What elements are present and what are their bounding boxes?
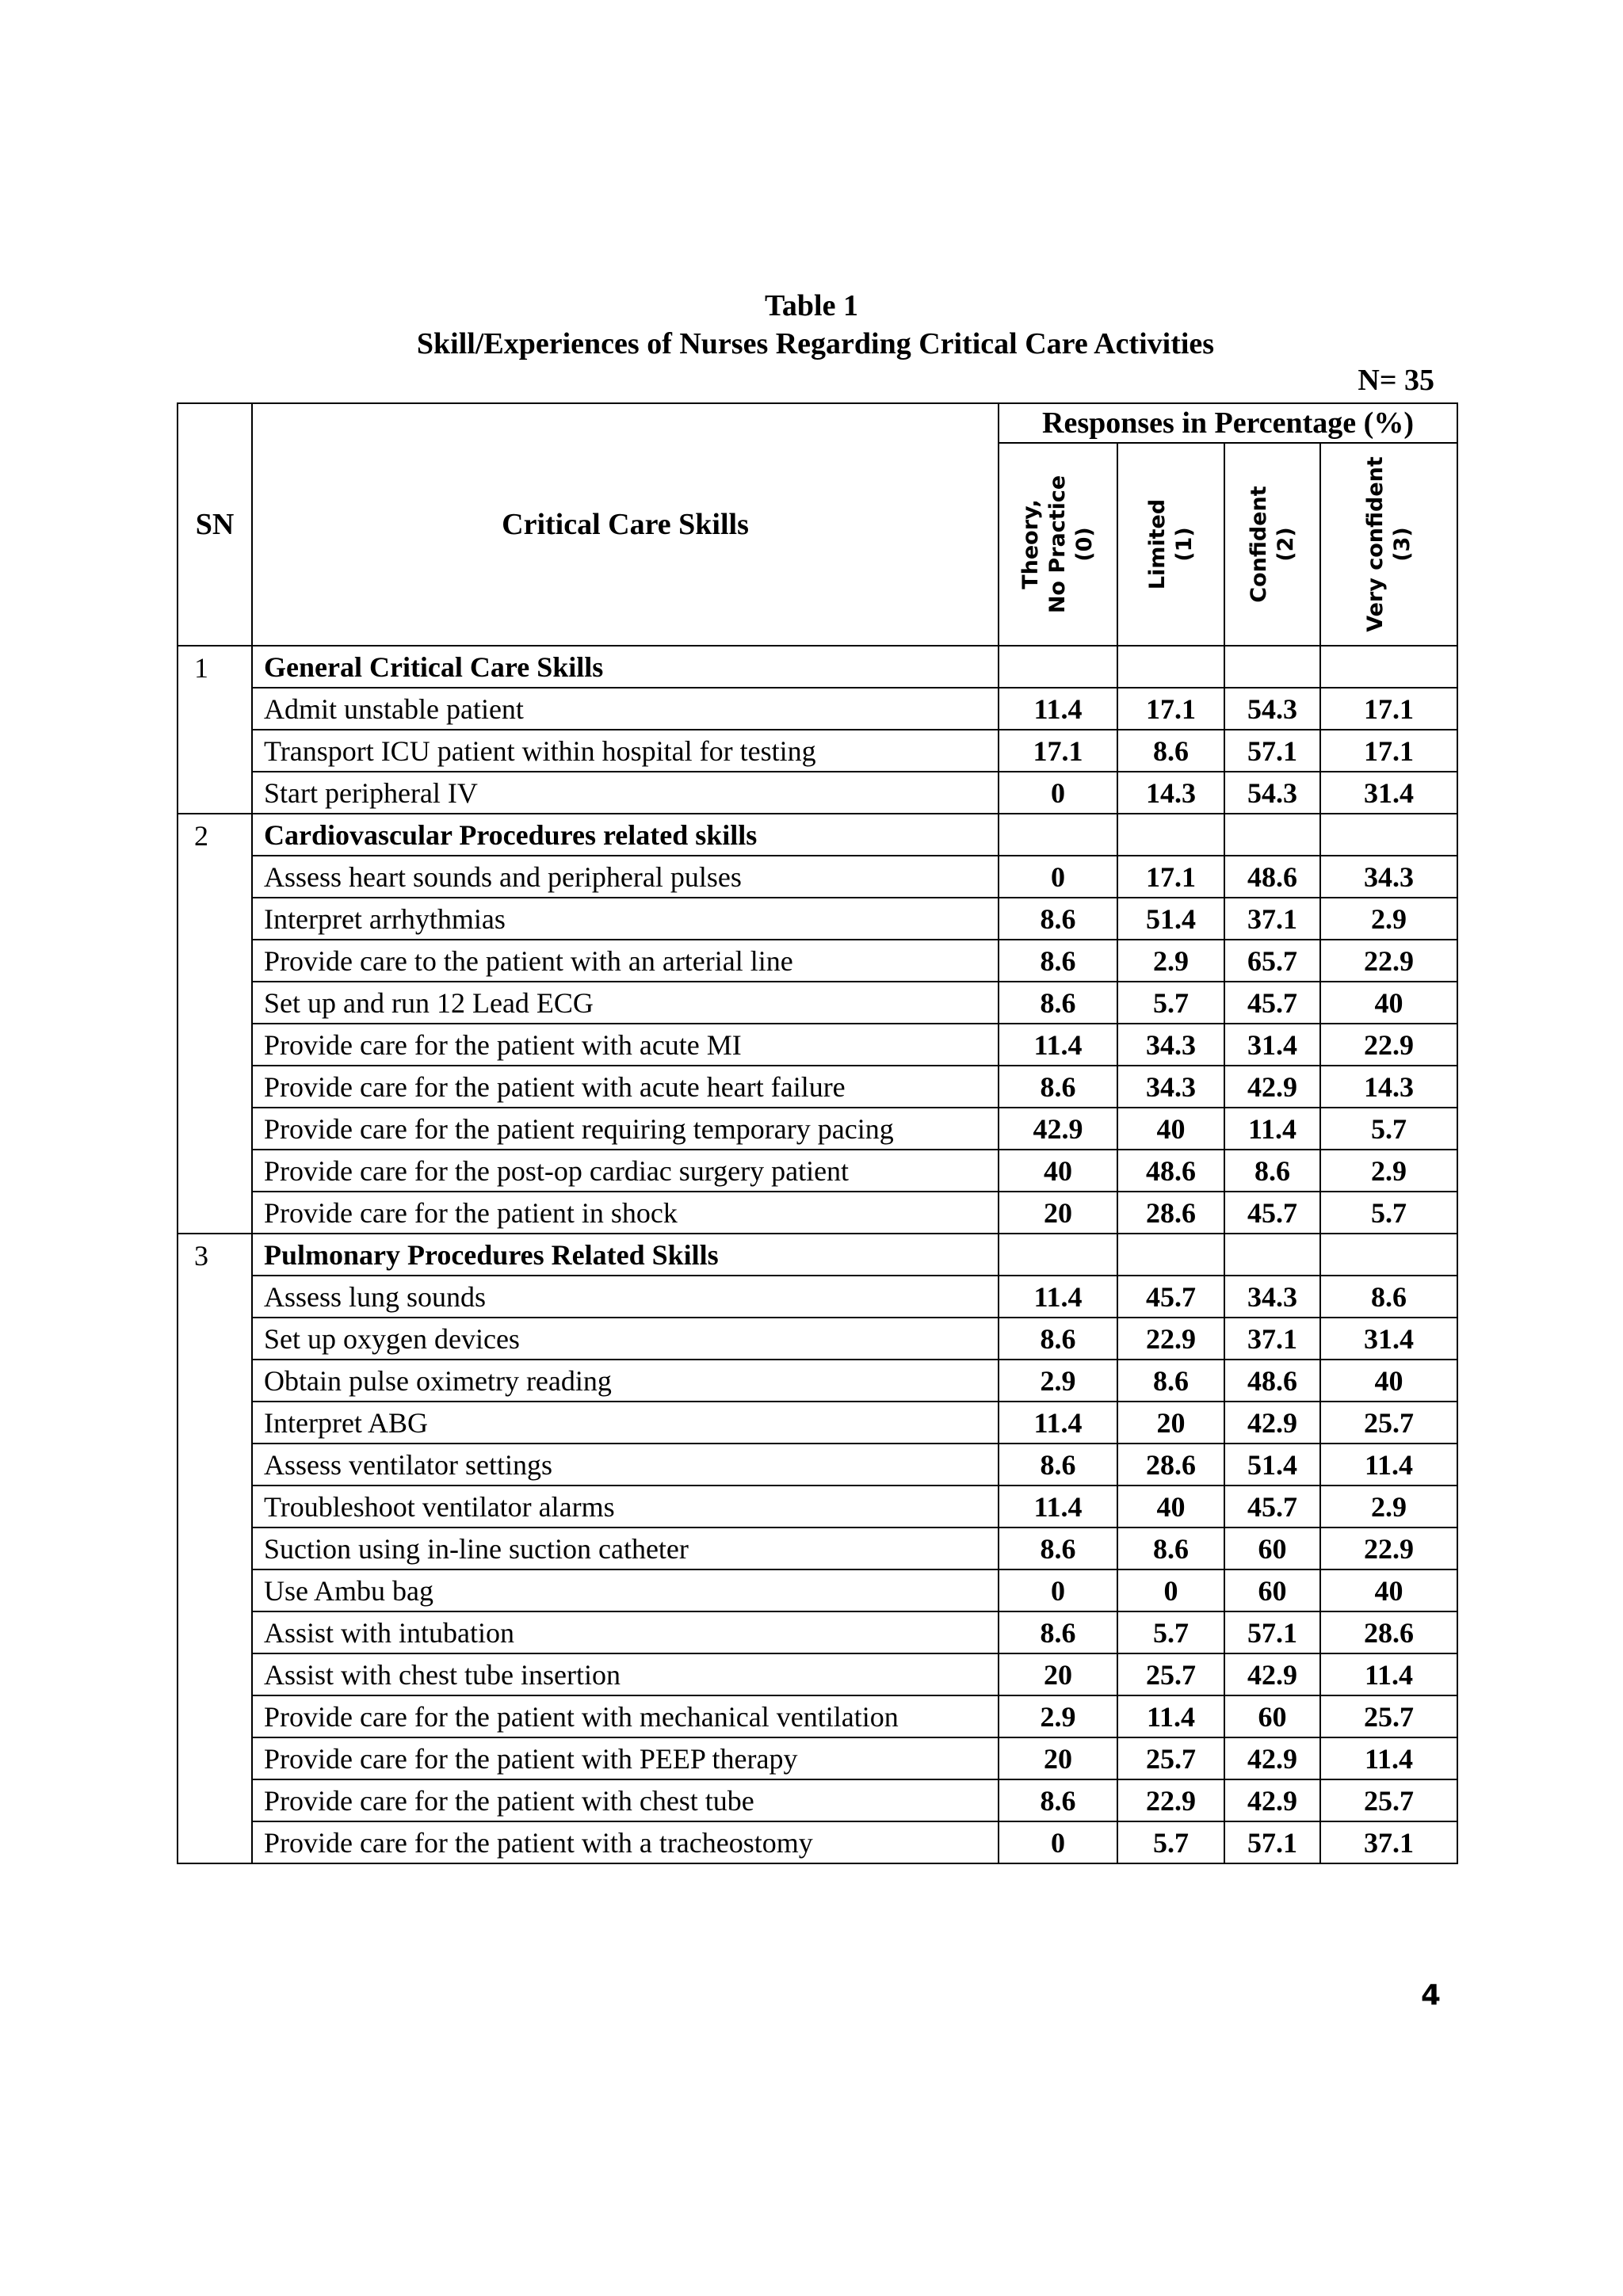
empty-cell bbox=[1224, 814, 1320, 856]
percentage-value: 2.9 bbox=[999, 1695, 1117, 1737]
sn-cell: 3 bbox=[178, 1234, 252, 1863]
percentage-value: 14.3 bbox=[1320, 1066, 1457, 1108]
percentage-value: 57.1 bbox=[1224, 730, 1320, 772]
percentage-value: 60 bbox=[1224, 1695, 1320, 1737]
col-header-very-confident-line1: Very confident bbox=[1362, 456, 1388, 632]
percentage-value: 17.1 bbox=[1117, 856, 1224, 898]
percentage-value: 5.7 bbox=[1320, 1108, 1457, 1150]
header-row-1 bbox=[178, 403, 1457, 443]
empty-cell bbox=[999, 646, 1117, 688]
percentage-value: 42.9 bbox=[1224, 1779, 1320, 1821]
skill-name: Use Ambu bag bbox=[252, 1569, 999, 1611]
empty-cell bbox=[999, 1234, 1117, 1276]
table-row bbox=[178, 772, 1457, 814]
percentage-value: 22.9 bbox=[1320, 1527, 1457, 1569]
percentage-value: 2.9 bbox=[999, 1360, 1117, 1402]
category-row bbox=[178, 814, 1457, 856]
percentage-value: 45.7 bbox=[1224, 1192, 1320, 1234]
percentage-value: 14.3 bbox=[1117, 772, 1224, 814]
percentage-value: 25.7 bbox=[1320, 1402, 1457, 1444]
percentage-value: 8.6 bbox=[999, 1444, 1117, 1486]
table-row bbox=[178, 1402, 1457, 1444]
table-row bbox=[178, 1569, 1457, 1611]
percentage-value: 2.9 bbox=[1320, 898, 1457, 940]
skill-name: Provide care for the patient requiring temporary pacing bbox=[252, 1108, 999, 1150]
skill-name: Provide care for the patient with acute heart failure bbox=[252, 1066, 999, 1108]
percentage-value: 57.1 bbox=[1224, 1821, 1320, 1863]
table-row bbox=[178, 1737, 1457, 1779]
percentage-value: 11.4 bbox=[999, 1486, 1117, 1527]
percentage-value: 5.7 bbox=[1117, 982, 1224, 1024]
percentage-value: 60 bbox=[1224, 1527, 1320, 1569]
percentage-value: 37.1 bbox=[1224, 1318, 1320, 1360]
col-header-confident bbox=[1224, 443, 1320, 646]
skill-name: Suction using in-line suction catheter bbox=[252, 1527, 999, 1569]
percentage-value: 28.6 bbox=[1117, 1192, 1224, 1234]
percentage-value: 20 bbox=[999, 1192, 1117, 1234]
table-row bbox=[178, 688, 1457, 730]
col-header-theory bbox=[999, 443, 1117, 646]
percentage-value: 34.3 bbox=[1224, 1276, 1320, 1318]
percentage-value: 48.6 bbox=[1224, 856, 1320, 898]
category-row bbox=[178, 646, 1457, 688]
percentage-value: 8.6 bbox=[999, 982, 1117, 1024]
table-row bbox=[178, 1192, 1457, 1234]
table-row bbox=[178, 856, 1457, 898]
skill-name: Set up and run 12 Lead ECG bbox=[252, 982, 999, 1024]
page-number: 4 bbox=[1420, 1979, 1441, 2012]
responses-header: Responses in Percentage (%) bbox=[999, 403, 1457, 443]
sn-header: SN bbox=[178, 403, 252, 646]
percentage-value: 0 bbox=[999, 856, 1117, 898]
percentage-value: 22.9 bbox=[1320, 940, 1457, 982]
percentage-value: 8.6 bbox=[999, 940, 1117, 982]
percentage-value: 20 bbox=[1117, 1402, 1224, 1444]
percentage-value: 8.6 bbox=[999, 1611, 1117, 1653]
skill-name: Interpret ABG bbox=[252, 1402, 999, 1444]
percentage-value: 8.6 bbox=[999, 1318, 1117, 1360]
col-header-theory-line1: Theory, bbox=[1018, 499, 1043, 589]
percentage-value: 11.4 bbox=[999, 688, 1117, 730]
table-row bbox=[178, 1108, 1457, 1150]
skill-name: Provide care to the patient with an arterial line bbox=[252, 940, 999, 982]
percentage-value: 11.4 bbox=[1224, 1108, 1320, 1150]
skill-name: Admit unstable patient bbox=[252, 688, 999, 730]
skill-name: Provide care for the post-op cardiac surgery patient bbox=[252, 1150, 999, 1192]
percentage-value: 51.4 bbox=[1117, 898, 1224, 940]
col-header-very-confident-line2: (3) bbox=[1389, 527, 1415, 562]
percentage-value: 42.9 bbox=[1224, 1402, 1320, 1444]
percentage-value: 28.6 bbox=[1117, 1444, 1224, 1486]
percentage-value: 48.6 bbox=[1117, 1150, 1224, 1192]
percentage-value: 11.4 bbox=[999, 1402, 1117, 1444]
percentage-value: 8.6 bbox=[1117, 1527, 1224, 1569]
table-row bbox=[178, 1779, 1457, 1821]
percentage-value: 37.1 bbox=[1224, 898, 1320, 940]
percentage-value: 45.7 bbox=[1224, 1486, 1320, 1527]
skills-header: Critical Care Skills bbox=[252, 403, 999, 646]
table-row bbox=[178, 898, 1457, 940]
skill-name: Assist with chest tube insertion bbox=[252, 1653, 999, 1695]
empty-cell bbox=[1117, 1234, 1224, 1276]
title-block bbox=[0, 287, 1623, 363]
table-subtitle: Skill/Experiences of Nurses Regarding Critical Care Activities bbox=[416, 327, 1215, 360]
percentage-value: 8.6 bbox=[1224, 1150, 1320, 1192]
skill-name: Start peripheral IV bbox=[252, 772, 999, 814]
empty-cell bbox=[1117, 814, 1224, 856]
percentage-value: 8.6 bbox=[999, 898, 1117, 940]
skill-name: Provide care for the patient with acute MI bbox=[252, 1024, 999, 1066]
skill-name: Provide care for the patient with mechanical ventilation bbox=[252, 1695, 999, 1737]
table-title: Table 1 bbox=[765, 289, 858, 322]
percentage-value: 31.4 bbox=[1320, 772, 1457, 814]
table-row bbox=[178, 730, 1457, 772]
percentage-value: 11.4 bbox=[1320, 1737, 1457, 1779]
percentage-value: 11.4 bbox=[1320, 1444, 1457, 1486]
empty-cell bbox=[1224, 1234, 1320, 1276]
percentage-value: 8.6 bbox=[1117, 1360, 1224, 1402]
percentage-value: 0 bbox=[999, 1569, 1117, 1611]
percentage-value: 17.1 bbox=[1320, 730, 1457, 772]
percentage-value: 25.7 bbox=[1320, 1779, 1457, 1821]
table-row bbox=[178, 1653, 1457, 1695]
percentage-value: 2.9 bbox=[1320, 1486, 1457, 1527]
percentage-value: 54.3 bbox=[1224, 772, 1320, 814]
table-row bbox=[178, 1695, 1457, 1737]
col-header-limited-line1: Limited bbox=[1144, 498, 1170, 590]
col-header-theory-line2: No Practice bbox=[1045, 475, 1070, 614]
skill-name: Provide care for the patient with chest tube bbox=[252, 1779, 999, 1821]
percentage-value: 40 bbox=[1320, 1569, 1457, 1611]
col-header-theory-line3: (0) bbox=[1072, 527, 1097, 562]
percentage-value: 0 bbox=[1117, 1569, 1224, 1611]
table-row bbox=[178, 1486, 1457, 1527]
percentage-value: 42.9 bbox=[1224, 1066, 1320, 1108]
table-row bbox=[178, 1276, 1457, 1318]
skill-name: Interpret arrhythmias bbox=[252, 898, 999, 940]
skill-name: Troubleshoot ventilator alarms bbox=[252, 1486, 999, 1527]
empty-cell bbox=[1320, 646, 1457, 688]
percentage-value: 54.3 bbox=[1224, 688, 1320, 730]
table-row bbox=[178, 1527, 1457, 1569]
table-row bbox=[178, 1024, 1457, 1066]
percentage-value: 20 bbox=[999, 1737, 1117, 1779]
skill-name: Set up oxygen devices bbox=[252, 1318, 999, 1360]
percentage-value: 34.3 bbox=[1117, 1024, 1224, 1066]
percentage-value: 40 bbox=[1320, 1360, 1457, 1402]
percentage-value: 65.7 bbox=[1224, 940, 1320, 982]
percentage-value: 57.1 bbox=[1224, 1611, 1320, 1653]
col-header-very-confident bbox=[1320, 443, 1457, 646]
sample-size-label: N= 35 bbox=[1358, 364, 1434, 397]
percentage-value: 8.6 bbox=[999, 1066, 1117, 1108]
percentage-value: 17.1 bbox=[999, 730, 1117, 772]
empty-cell bbox=[1117, 646, 1224, 688]
percentage-value: 0 bbox=[999, 1821, 1117, 1863]
percentage-value: 48.6 bbox=[1224, 1360, 1320, 1402]
percentage-value: 5.7 bbox=[1117, 1611, 1224, 1653]
percentage-value: 28.6 bbox=[1320, 1611, 1457, 1653]
col-header-limited bbox=[1117, 443, 1224, 646]
percentage-value: 45.7 bbox=[1117, 1276, 1224, 1318]
percentage-value: 40 bbox=[1117, 1108, 1224, 1150]
percentage-value: 60 bbox=[1224, 1569, 1320, 1611]
table-row bbox=[178, 1444, 1457, 1486]
skill-name: Assist with intubation bbox=[252, 1611, 999, 1653]
percentage-value: 5.7 bbox=[1117, 1821, 1224, 1863]
category-label: General Critical Care Skills bbox=[252, 646, 999, 688]
empty-cell bbox=[1224, 646, 1320, 688]
skill-name: Transport ICU patient within hospital for testing bbox=[252, 730, 999, 772]
percentage-value: 5.7 bbox=[1320, 1192, 1457, 1234]
skill-name: Provide care for the patient in shock bbox=[252, 1192, 999, 1234]
percentage-value: 37.1 bbox=[1320, 1821, 1457, 1863]
percentage-value: 11.4 bbox=[1117, 1695, 1224, 1737]
percentage-value: 34.3 bbox=[1117, 1066, 1224, 1108]
percentage-value: 8.6 bbox=[1117, 730, 1224, 772]
sn-cell: 2 bbox=[178, 814, 252, 1234]
skill-name: Obtain pulse oximetry reading bbox=[252, 1360, 999, 1402]
percentage-value: 34.3 bbox=[1320, 856, 1457, 898]
table-row bbox=[178, 1611, 1457, 1653]
percentage-value: 2.9 bbox=[1320, 1150, 1457, 1192]
table-row bbox=[178, 1360, 1457, 1402]
percentage-value: 20 bbox=[999, 1653, 1117, 1695]
percentage-value: 25.7 bbox=[1117, 1653, 1224, 1695]
percentage-value: 11.4 bbox=[1320, 1653, 1457, 1695]
percentage-value: 2.9 bbox=[1117, 940, 1224, 982]
percentage-value: 22.9 bbox=[1117, 1318, 1224, 1360]
percentage-value: 8.6 bbox=[1320, 1276, 1457, 1318]
col-header-confident-line1: Confident bbox=[1246, 486, 1271, 603]
table-row bbox=[178, 1066, 1457, 1108]
sn-cell: 1 bbox=[178, 646, 252, 814]
skill-name: Provide care for the patient with PEEP therapy bbox=[252, 1737, 999, 1779]
percentage-value: 51.4 bbox=[1224, 1444, 1320, 1486]
percentage-value: 42.9 bbox=[1224, 1653, 1320, 1695]
percentage-value: 22.9 bbox=[1117, 1779, 1224, 1821]
percentage-value: 8.6 bbox=[999, 1779, 1117, 1821]
percentage-value: 17.1 bbox=[1117, 688, 1224, 730]
percentage-value: 42.9 bbox=[1224, 1737, 1320, 1779]
category-label: Cardiovascular Procedures related skills bbox=[252, 814, 999, 856]
empty-cell bbox=[1320, 814, 1457, 856]
category-row bbox=[178, 1234, 1457, 1276]
percentage-value: 11.4 bbox=[999, 1024, 1117, 1066]
percentage-value: 40 bbox=[1117, 1486, 1224, 1527]
percentage-value: 40 bbox=[1320, 982, 1457, 1024]
skill-name: Assess ventilator settings bbox=[252, 1444, 999, 1486]
percentage-value: 31.4 bbox=[1320, 1318, 1457, 1360]
percentage-value: 25.7 bbox=[1320, 1695, 1457, 1737]
table-row bbox=[178, 982, 1457, 1024]
table-row bbox=[178, 1318, 1457, 1360]
percentage-value: 42.9 bbox=[999, 1108, 1117, 1150]
percentage-value: 31.4 bbox=[1224, 1024, 1320, 1066]
category-label: Pulmonary Procedures Related Skills bbox=[252, 1234, 999, 1276]
percentage-value: 22.9 bbox=[1320, 1024, 1457, 1066]
skill-name: Assess lung sounds bbox=[252, 1276, 999, 1318]
percentage-value: 40 bbox=[999, 1150, 1117, 1192]
percentage-value: 8.6 bbox=[999, 1527, 1117, 1569]
table-row bbox=[178, 940, 1457, 982]
col-header-confident-line2: (2) bbox=[1273, 527, 1298, 562]
percentage-value: 45.7 bbox=[1224, 982, 1320, 1024]
table-body bbox=[178, 646, 1457, 1863]
col-header-limited-line2: (1) bbox=[1171, 527, 1197, 562]
table-row bbox=[178, 1150, 1457, 1192]
percentage-value: 11.4 bbox=[999, 1276, 1117, 1318]
percentage-value: 25.7 bbox=[1117, 1737, 1224, 1779]
percentage-value: 17.1 bbox=[1320, 688, 1457, 730]
skill-name: Provide care for the patient with a tracheostomy bbox=[252, 1821, 999, 1863]
empty-cell bbox=[999, 814, 1117, 856]
skill-name: Assess heart sounds and peripheral pulses bbox=[252, 856, 999, 898]
table-row bbox=[178, 1821, 1457, 1863]
empty-cell bbox=[1320, 1234, 1457, 1276]
percentage-value: 0 bbox=[999, 772, 1117, 814]
skills-table bbox=[177, 402, 1458, 1864]
